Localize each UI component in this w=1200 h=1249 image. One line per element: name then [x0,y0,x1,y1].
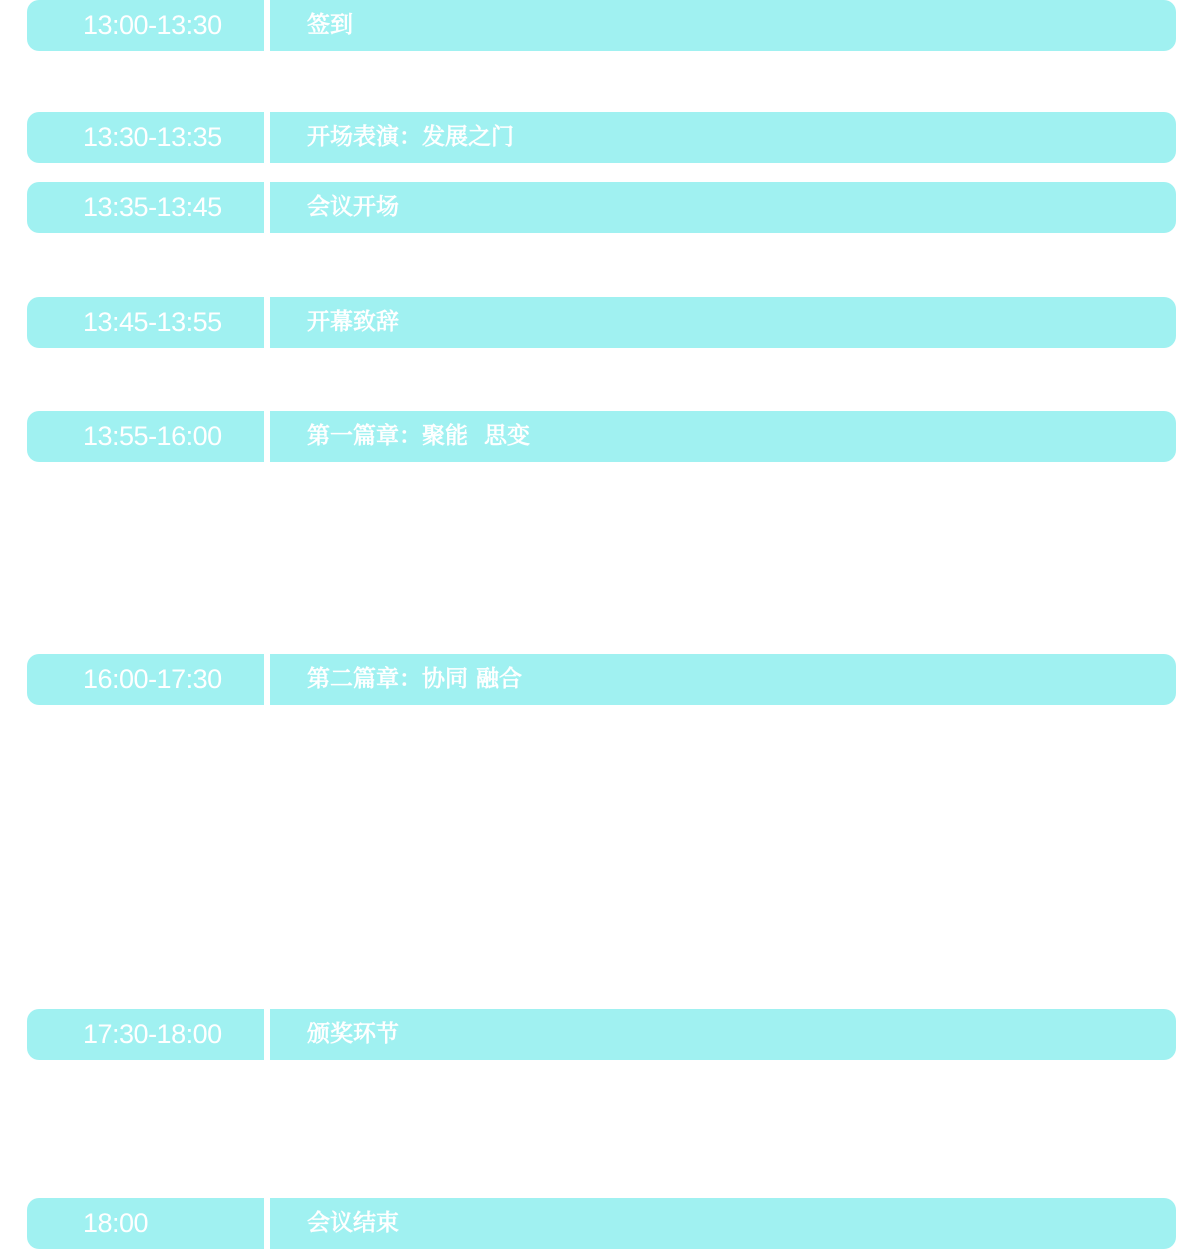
agenda-time: 16:00-17:30 [27,654,264,705]
agenda-title: 第一篇章：聚能 思变 [270,411,1176,462]
agenda-title: 签到 [270,0,1176,51]
agenda-row-signin [27,0,1176,51]
agenda-row-opening-speech [27,297,1176,348]
agenda-row-chapter-two [27,654,1176,705]
agenda-row-meeting-opening [27,182,1176,233]
agenda-row-opening-performance [27,112,1176,163]
agenda-time: 13:35-13:45 [27,182,264,233]
agenda-time: 13:45-13:55 [27,297,264,348]
agenda-title: 开场表演：发展之门 [270,112,1176,163]
agenda-time: 17:30-18:00 [27,1009,264,1060]
agenda-title: 颁奖环节 [270,1009,1176,1060]
agenda-row-meeting-end [27,1198,1176,1249]
agenda-row-awards [27,1009,1176,1060]
agenda-title: 会议结束 [270,1198,1176,1249]
agenda-time: 13:55-16:00 [27,411,264,462]
agenda-title: 会议开场 [270,182,1176,233]
agenda-row-chapter-one [27,411,1176,462]
agenda-time: 18:00 [27,1198,264,1249]
agenda-title: 开幕致辞 [270,297,1176,348]
agenda-time: 13:30-13:35 [27,112,264,163]
agenda-title: 第二篇章：协同 融合 [270,654,1176,705]
agenda-time: 13:00-13:30 [27,0,264,51]
